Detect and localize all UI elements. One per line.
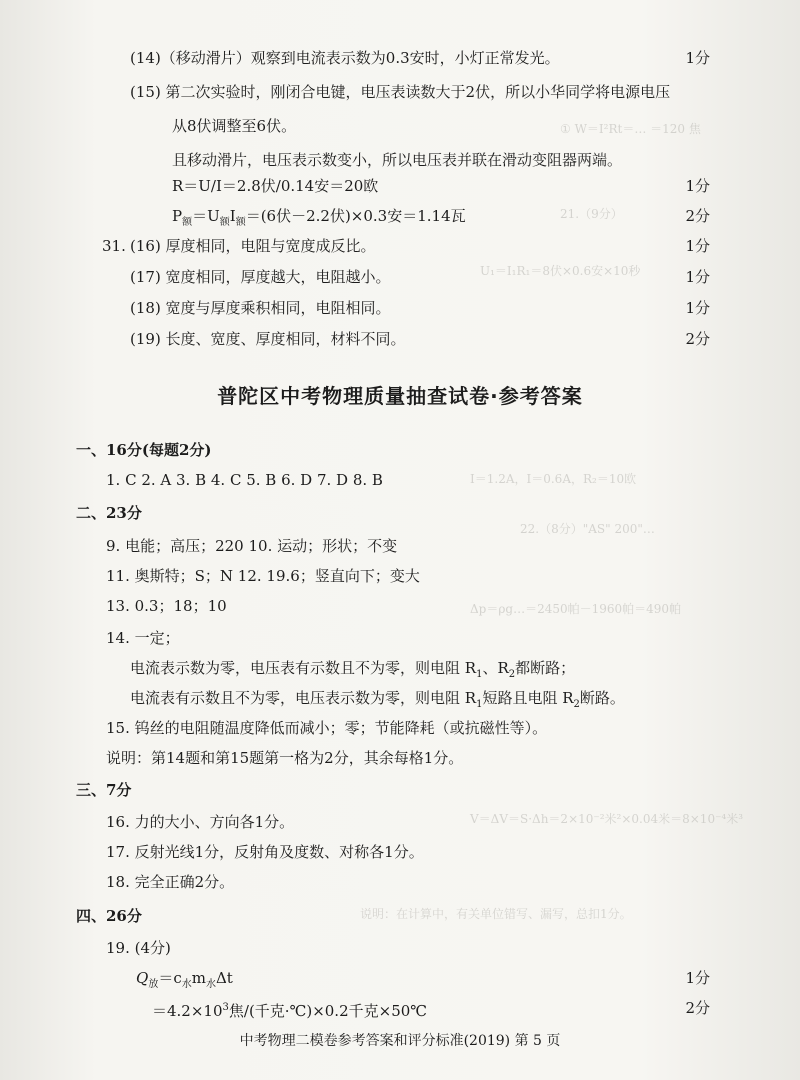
answer-14-case2-s1: 1	[476, 699, 483, 710]
heat-calc-b: 焦/(千克·℃)×0.2千克×50℃	[228, 1002, 428, 1020]
formula-power-p: P	[172, 207, 183, 225]
answer-15: 15. 钨丝的电阻随温度降低而减小；零；节能降耗（或抗磁性等）。	[106, 719, 548, 737]
item-18-text: (18) 宽度与厚度乘积相同，电阻相同。	[130, 299, 391, 317]
item-15-line2: 从8伏调整至6伏。	[172, 117, 297, 135]
section-1-answers: 1. C 2. A 3. B 4. C 5. B 6. D 7. D 8. B	[106, 471, 383, 489]
bleed-through: V＝ΔV＝S·Δh＝2×10⁻²米²×0.04米＝8×10⁻⁴米³	[470, 812, 744, 826]
heat-formula-c-sub: 水	[181, 979, 192, 990]
answer-14-case2-s2: 2	[573, 699, 580, 710]
heat-formula-q: Q	[136, 969, 149, 987]
answer-14-case1-a: 电流表示数为零，电压表有示数且不为零，则电阻 R	[130, 659, 477, 677]
formula-power-points: 2分	[685, 207, 710, 225]
item-16-points: 1分	[685, 237, 710, 255]
item-17-points: 1分	[685, 268, 710, 286]
bleed-through: 22.（8分）"AS" 200"…	[520, 522, 655, 536]
answer-13: 13. 0.3；18；10	[106, 597, 227, 615]
answer-14-case1-b: 、R	[482, 659, 509, 677]
item-19-points: 2分	[685, 330, 710, 348]
formula-power-sub2: 额	[219, 217, 230, 228]
bleed-through: I＝1.2A，I＝0.6A，R₂＝10欧	[470, 472, 637, 486]
heat-calc-sup: 3	[222, 1002, 229, 1013]
formula-resistance-points: 1分	[685, 177, 710, 195]
heat-formula-c: ＝c	[158, 969, 182, 987]
answer-14-case2	[130, 688, 625, 715]
formula-power-sub: 额	[182, 217, 193, 228]
bleed-through: Δp＝ρg…＝2450帕－1960帕＝490帕	[470, 602, 682, 616]
bleed-through: 21.（9分）	[560, 207, 623, 221]
question-31-number: 31.	[102, 237, 126, 255]
answer-14-case1-c: 都断路；	[515, 659, 576, 677]
section-3-heading: 三、7分	[76, 781, 132, 799]
answer-14-case1	[130, 658, 575, 685]
formula-power-sub3: 额	[235, 217, 246, 228]
answer-14-case2-c: 断路。	[579, 689, 625, 707]
answer-19-heading: 19. (4分)	[106, 939, 171, 957]
answer-14-case1-s1: 1	[476, 669, 483, 680]
item-14-text: (14)（移动滑片）观察到电流表示数为0.3安时，小灯正常发光。	[130, 49, 560, 67]
item-15-line1: (15) 第二次实验时，刚闭合电键，电压表读数大于2伏，所以小华同学将电源电压	[130, 83, 671, 101]
page-footer: 中考物理二模卷参考答案和评分标准(2019) 第 5 页	[239, 1033, 561, 1049]
heat-calculation	[152, 998, 427, 1021]
item-15-line3: 且移动滑片，电压表示数变小，所以电压表并联在滑动变阻器两端。	[172, 151, 623, 169]
heat-formula-m-sub: 水	[205, 979, 216, 990]
answer-18: 18. 完全正确2分。	[106, 873, 235, 891]
answer-11-12: 11. 奥斯特；S；N 12. 19.6；竖直向下；变大	[106, 567, 420, 585]
answer-14-case2-a: 电流表有示数且不为零，电压表示数为零，则电阻 R	[130, 689, 477, 707]
section-2-heading: 二、23分	[76, 504, 142, 522]
formula-resistance: R＝U/I＝2.8伏/0.14安＝20欧	[172, 177, 379, 195]
answer-9-10: 9. 电能；高压；220 10. 运动；形状；不变	[106, 537, 398, 555]
item-14-points: 1分	[685, 49, 710, 67]
item-19-text: (19) 长度、宽度、厚度相同，材料不同。	[130, 330, 406, 348]
bleed-through: ① W＝I²Rt＝… ＝120 焦	[560, 122, 701, 136]
item-18-points: 1分	[685, 299, 710, 317]
answer-14: 14. 一定；	[106, 629, 180, 647]
formula-power-rest: ＝(6伏－2.2伏)×0.3安＝1.14瓦	[245, 207, 466, 225]
heat-formula-q-sub: 放	[148, 979, 159, 990]
page-title: 普陀区中考物理质量抽查试卷·参考答案	[217, 384, 583, 408]
answer-16: 16. 力的大小、方向各1分。	[106, 813, 295, 831]
bleed-through: 说明：在计算中，有关单位错写、漏写，总扣1分。	[360, 907, 632, 921]
bleed-through: U₁＝I₁R₁＝8伏×0.6安×10秒	[480, 264, 641, 278]
heat-formula-points: 1分	[685, 969, 710, 987]
section-4-heading: 四、26分	[76, 907, 142, 925]
item-16-text: (16) 厚度相同，电阻与宽度成反比。	[130, 237, 376, 255]
heat-formula	[136, 968, 233, 995]
heat-calculation-points: 2分	[685, 999, 710, 1017]
answer-17: 17. 反射光线1分，反射角及度数、对称各1分。	[106, 843, 424, 861]
heat-calc-a: ＝4.2×10	[152, 1002, 223, 1020]
answer-14-case2-b: 短路且电阻 R	[482, 689, 574, 707]
section-1-heading: 一、16分(每题2分)	[76, 441, 212, 459]
heat-formula-m: m	[191, 969, 206, 987]
section-2-note: 说明：第14题和第15题第一格为2分，其余每格1分。	[106, 749, 464, 767]
item-17-text: (17) 宽度相同，厚度越大，电阻越小。	[130, 268, 391, 286]
heat-formula-dt: Δt	[215, 969, 233, 987]
formula-power	[172, 206, 466, 233]
formula-power-u: ＝U	[192, 207, 220, 225]
formula-power-i: I	[229, 207, 236, 225]
answer-14-case1-s2: 2	[508, 669, 516, 680]
